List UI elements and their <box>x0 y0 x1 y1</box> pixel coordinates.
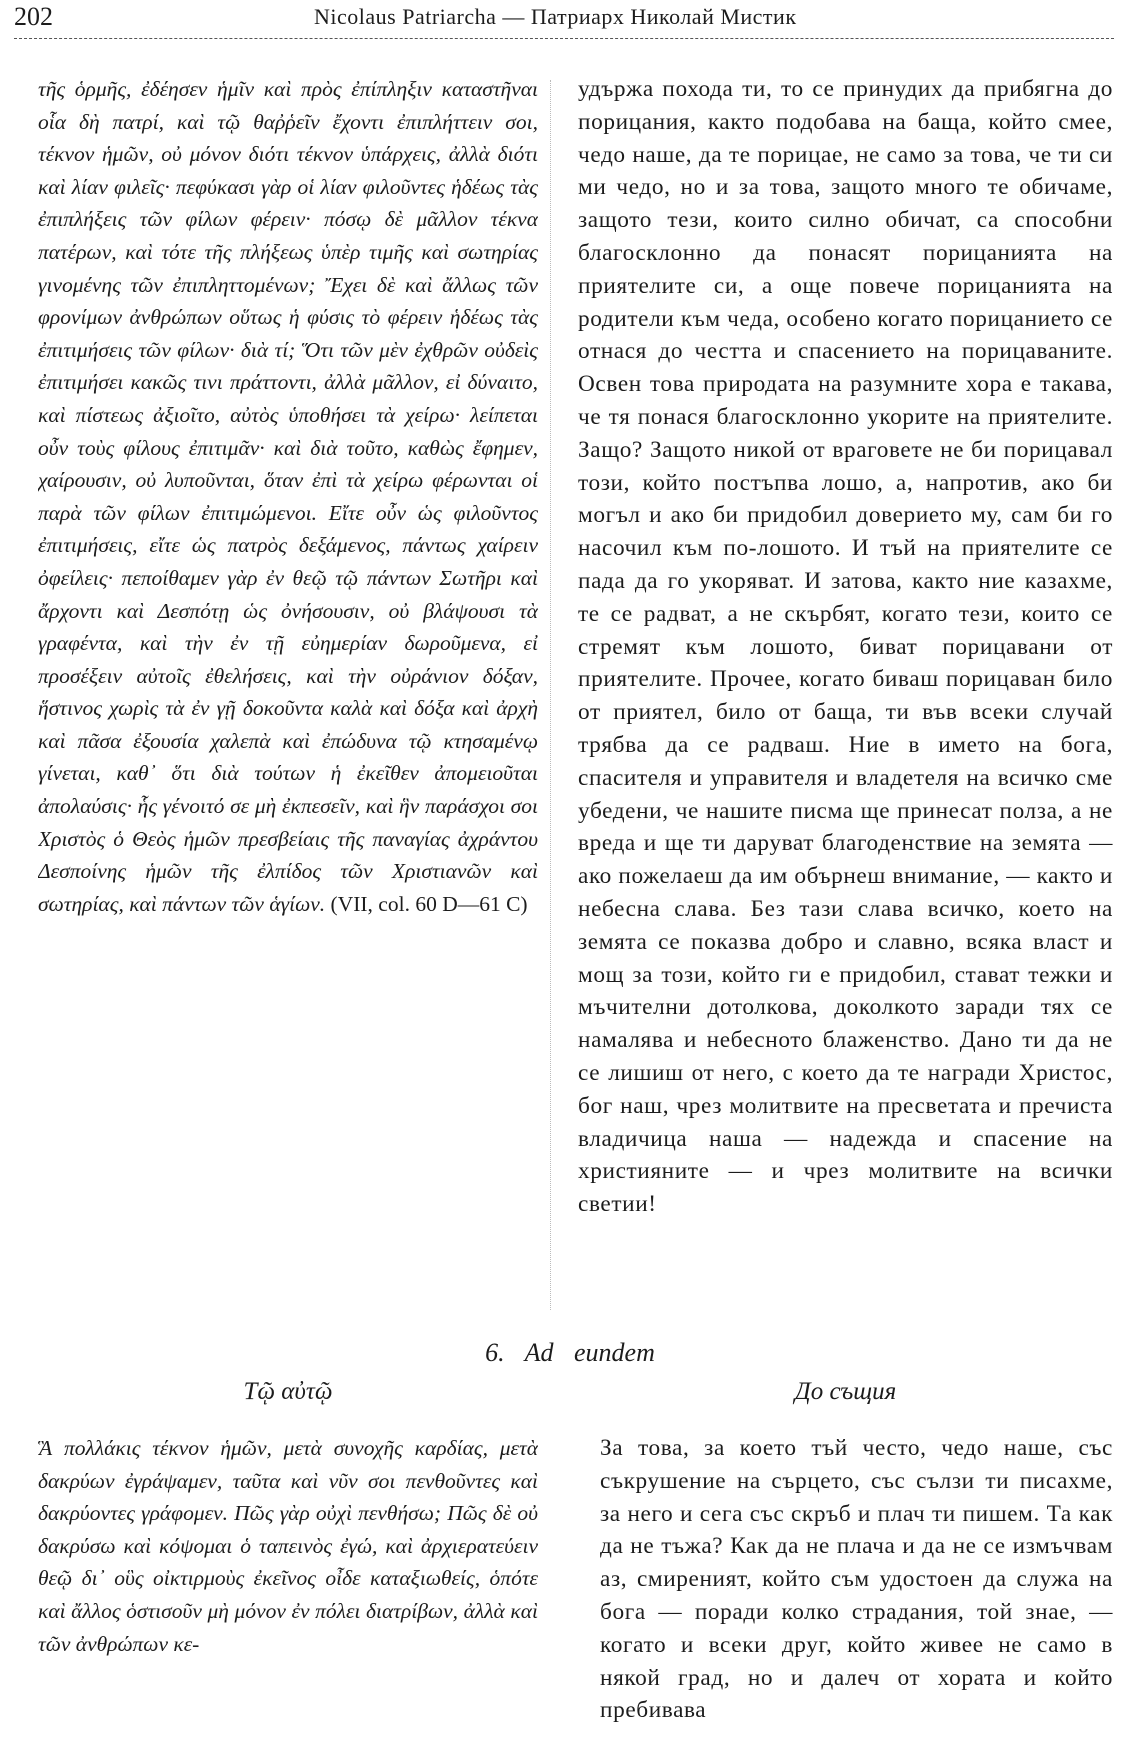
greek-text-column <box>38 73 538 1053</box>
page-number: 202 <box>14 2 53 31</box>
greek-text-column-2 <box>38 1432 538 1762</box>
greek-paragraph-2: Ἃ πολλάκις τέκνον ἡμῶν, μετὰ συνοχῆς καρδίας, μετὰ δακρύων ἐγράψαμεν, ταῦτα καὶ νῦν σοι πενθοῦντες καὶ δακρύοντες γράφομεν. Πῶς γὰρ οὐχὶ πενθήσω; Πῶς δὲ οὐ δακρύσω καὶ κόψομαι ὁ ταπεινὸς ἐγώ, καὶ ἀρχιερατεύειν θεῷ δι᾽ οὓς οἰκτιρμοὺς ἐκεῖνος οἶδε καταξιωθείς, ὁπότε καὶ ἄλλος ὁστισοῦν μὴ μόνον ἐν πόλει διατρίβων, ἀλλὰ καὶ τῶν ἀνθρώπων κε- <box>38 1436 538 1656</box>
header-rule <box>14 38 1114 39</box>
bulgarian-text-column <box>578 73 1113 1313</box>
greek-text: τῆς ὁρμῆς, ἐδέησεν ἡμῖν καὶ πρὸς ἐπίπληξιν καταστῆναι οἷα δὴ πατρί, καὶ τῷ θαῤῥεῖν ἔχοντι ἐπιπλήττειν σοι, τέκνον ἡμῶν, οὐ μόνον διότι τέκνον ὑπάρχεις, ἀλλὰ διότι καὶ λίαν φιλεῖς· πεφύκασι γὰρ οἱ λίαν φιλοῦντες ἡδέως τὰς ἐπιπλήξεις τῶν φίλων φέρειν· πόσῳ δὲ μᾶλλον τέκνα πατέρων, καὶ τότε τῆς πλήξεως ὑπὲρ τιμῆς καὶ σωτηρίας γινομένης τῶν ἐπιπληττομένων; Ἔχει δὲ καὶ ἄλλως τῶν φρονίμων ἀνθρώπων οὕτως ἡ φύσις τὸ φέρειν ἡδέως τὰς ἐπιτιμήσεις τῶν φίλων· διὰ τί; Ὅτι τῶν μὲν ἐχθρῶν οὐδεὶς ἐπιτιμήσει κακῶς τινι πράττοντι, ἀλλὰ μᾶλλον, εἰ δύναιτο, καὶ πίστεως ἀξιοῖτο, αὐτὸς ὑποθήσει τὰ χείρω· λείπεται οὖν τοὺς φίλους ἐπιτιμᾶν· καὶ διὰ τοῦτο, καθὼς ἔφημεν, χαίρουσιν, οὐ λυποῦνται, ὅταν ἐπὶ τὰ χείρω φέρωνται οἱ παρὰ τῶν φίλων ἐπιτιμώμενοι. Εἴτε οὖν ὡς φιλοῦντος ἐπιτιμήσεις, εἴτε ὡς πατρὸς δεξάμενος, πάντως χαίρειν ὀφείλεις· πεποίθαμεν γὰρ ἐν θεῷ τῷ πάντων Σωτῆρι καὶ ἄρχοντι καὶ Δεσπότῃ ὡς ὀνήσουσιν, οὐ βλάψουσι τὰ γραφέντα, καὶ τὴν ἐν τῇ εὐημερίαν δωροῦμενα, εἰ προσέξειν αὐτοῖς ἐθελήσεις, καὶ τὴν οὐράνιον δόξαν, ἥστινος χωρὶς τὰ ἐν γῇ δοκοῦντα καλὰ καὶ δόξα καὶ ἀρχὴ καὶ πᾶσα ἐξουσία χαλεπὰ καὶ ἐπώδυνα τῷ κτησαμένῳ γίνεται, καθ᾽ ὅτι διὰ τούτων ἡ ἐκεῖθεν ἀπομειοῦται ἀπολαύσις· ἧς γένοιτό σε μὴ ἐκπεσεῖν, καὶ ἣν παράσχοι σοι Χριστὸς ὁ Θεὸς ἡμῶν πρεσβείαις τῆς παναγίας ἀχράντου Δεσποίνης ἡμῶν τῆς ἐλπίδος τῶν Χριστιανῶν καὶ σωτηρίας, καὶ πάντων τῶν ἁγίων. <box>38 77 538 916</box>
greek-subheading: Τῷ αὐτῷ <box>243 1378 333 1405</box>
bulgarian-text-column-2 <box>600 1432 1113 1762</box>
running-header <box>14 0 1114 36</box>
bulgarian-subheading: До същия <box>794 1378 897 1405</box>
section-title: 6. Ad eundem <box>485 1338 655 1367</box>
bulgarian-paragraph-2: За това, за което тъй често, чедо наше, със съкрушение на сърцето, със сълзи ти писахме, за него и сега със скръб и плач ти пишем. Та как да не тъжа? Как да не плача и да не се измъчвам аз, смиреният, който съм удостоен да служа на бога — поради колко страдания, той знае, — когато и всеки друг, който живее не само в някой град, но и далеч от хората и който пребивава <box>600 1435 1113 1724</box>
bulgarian-paragraph: удържа похода ти, то се принудих да прибягна до порицания, както подобава на баща, който смее, чедо наше, да те порицае, не само за това, че ти си ми чедо, но и за това, защото много те обичаме, защото тези, които силно обичат, са способни благосклонно да понасят порицанията на приятелите си, а още повече порицанията на родители към чеда, особено когато порицанието се отнася до честта и спасението на порицаваните. Освен това природата на разумните хора е такава, че тя понася благосклонно укорите на приятелите. Защо? Защото никой от враговете не би порицавал този, който постъпва лошо, а, напротив, ако би могъл и ако би придобил доверието му, сам би го насочил към по-лошото. И тъй на приятелите се пада да го укоряват. И затова, както ние казахме, те се радват, а не скърбят, когато тези, които се стремят към лошото, биват порицавани от приятелите. Прочее, когато биваш порицаван било от приятел, било от баща, ти във всеки случай трябва да се радваш. Ние в името на бога, спасителя и управителя и владетеля на всичко сме убедени, че нашите писма ще принесат полза, а не вреда и ще ти даруват благоденствие на земята — ако пожелаеш да им обърнеш внимание, — както и небесна слава. Без тази слава всичко, което на земята се показва добро и славно, всяка власт и мощ за този, който ги е придобил, стават тежки и мъчителни дотолкова, доколкото заради тях се намалява и небесното блаженство. Дано ти да не се лишиш от него, с което да те награди Христос, бог наш, чрез молитвите на пресветата и пречиста владичица наша — надежда и спасение на християните — и чрез молитвите на всички светии! <box>578 76 1113 1218</box>
citation: (VII, col. 60 D—61 C) <box>330 891 528 916</box>
running-title: Nicolaus Patriarcha — Патриарх Николай Мистик <box>314 4 797 29</box>
greek-paragraph <box>38 73 538 920</box>
column-gutter <box>550 80 551 1310</box>
